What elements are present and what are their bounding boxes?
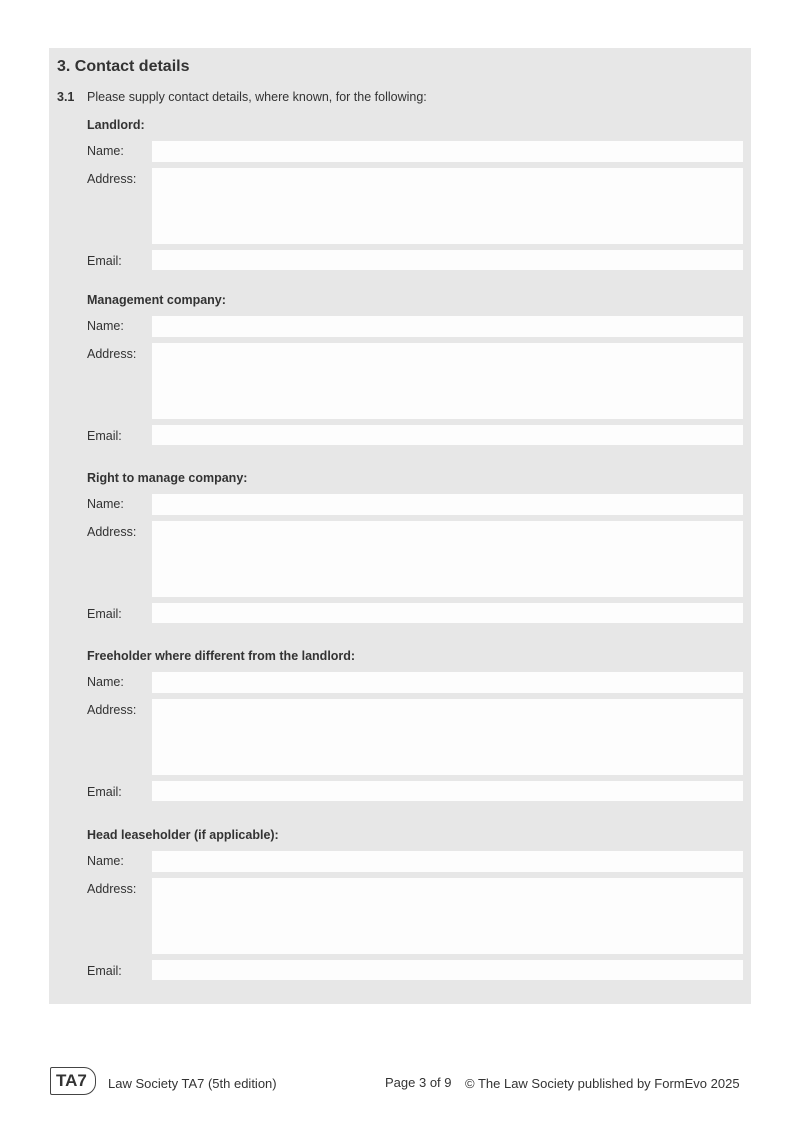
- head-leaseholder-group: [49, 828, 751, 1006]
- right-to-manage-email-field[interactable]: [152, 603, 743, 623]
- email-label: Email:: [87, 429, 122, 443]
- freeholder-group: [49, 649, 751, 827]
- landlord-address-field[interactable]: [152, 168, 743, 244]
- address-label: Address:: [87, 525, 137, 539]
- landlord-name-field[interactable]: [152, 141, 743, 162]
- section-title: 3. Contact details: [57, 58, 190, 75]
- freeholder-email-field[interactable]: [152, 781, 743, 801]
- email-label: Email:: [87, 254, 122, 268]
- right-to-manage-name-field[interactable]: [152, 494, 743, 515]
- name-label: Name:: [87, 144, 124, 158]
- right-to-manage-address-field[interactable]: [152, 521, 743, 597]
- ta7-logo: TA7: [50, 1067, 96, 1095]
- group-heading: Right to manage company:: [87, 471, 248, 485]
- name-label: Name:: [87, 319, 124, 333]
- right-to-manage-company-group: [49, 471, 751, 649]
- address-label: Address:: [87, 347, 137, 361]
- footer-edition: Law Society TA7 (5th edition): [108, 1076, 277, 1091]
- landlord-group: [49, 118, 751, 296]
- footer-copyright: © The Law Society published by FormEvo 2025: [465, 1076, 740, 1091]
- email-label: Email:: [87, 607, 122, 621]
- address-label: Address:: [87, 882, 137, 896]
- management-company-name-field[interactable]: [152, 316, 743, 337]
- head-leaseholder-address-field[interactable]: [152, 878, 743, 954]
- page-indicator: Page 3 of 9: [385, 1075, 452, 1090]
- landlord-email-field[interactable]: [152, 250, 743, 270]
- head-leaseholder-email-field[interactable]: [152, 960, 743, 980]
- question-text: Please supply contact details, where known, for the following:: [87, 90, 427, 104]
- address-label: Address:: [87, 703, 137, 717]
- management-company-email-field[interactable]: [152, 425, 743, 445]
- head-leaseholder-name-field[interactable]: [152, 851, 743, 872]
- group-heading: Management company:: [87, 293, 226, 307]
- contact-details-section: [49, 48, 751, 1004]
- email-label: Email:: [87, 964, 122, 978]
- group-heading: Freeholder where different from the landlord:: [87, 649, 356, 663]
- address-label: Address:: [87, 172, 137, 186]
- management-company-group: [49, 293, 751, 471]
- name-label: Name:: [87, 854, 124, 868]
- group-heading: Landlord:: [87, 118, 145, 132]
- freeholder-name-field[interactable]: [152, 672, 743, 693]
- management-company-address-field[interactable]: [152, 343, 743, 419]
- freeholder-address-field[interactable]: [152, 699, 743, 775]
- name-label: Name:: [87, 497, 124, 511]
- question-number: 3.1: [57, 90, 75, 104]
- group-heading: Head leaseholder (if applicable):: [87, 828, 279, 842]
- name-label: Name:: [87, 675, 124, 689]
- email-label: Email:: [87, 785, 122, 799]
